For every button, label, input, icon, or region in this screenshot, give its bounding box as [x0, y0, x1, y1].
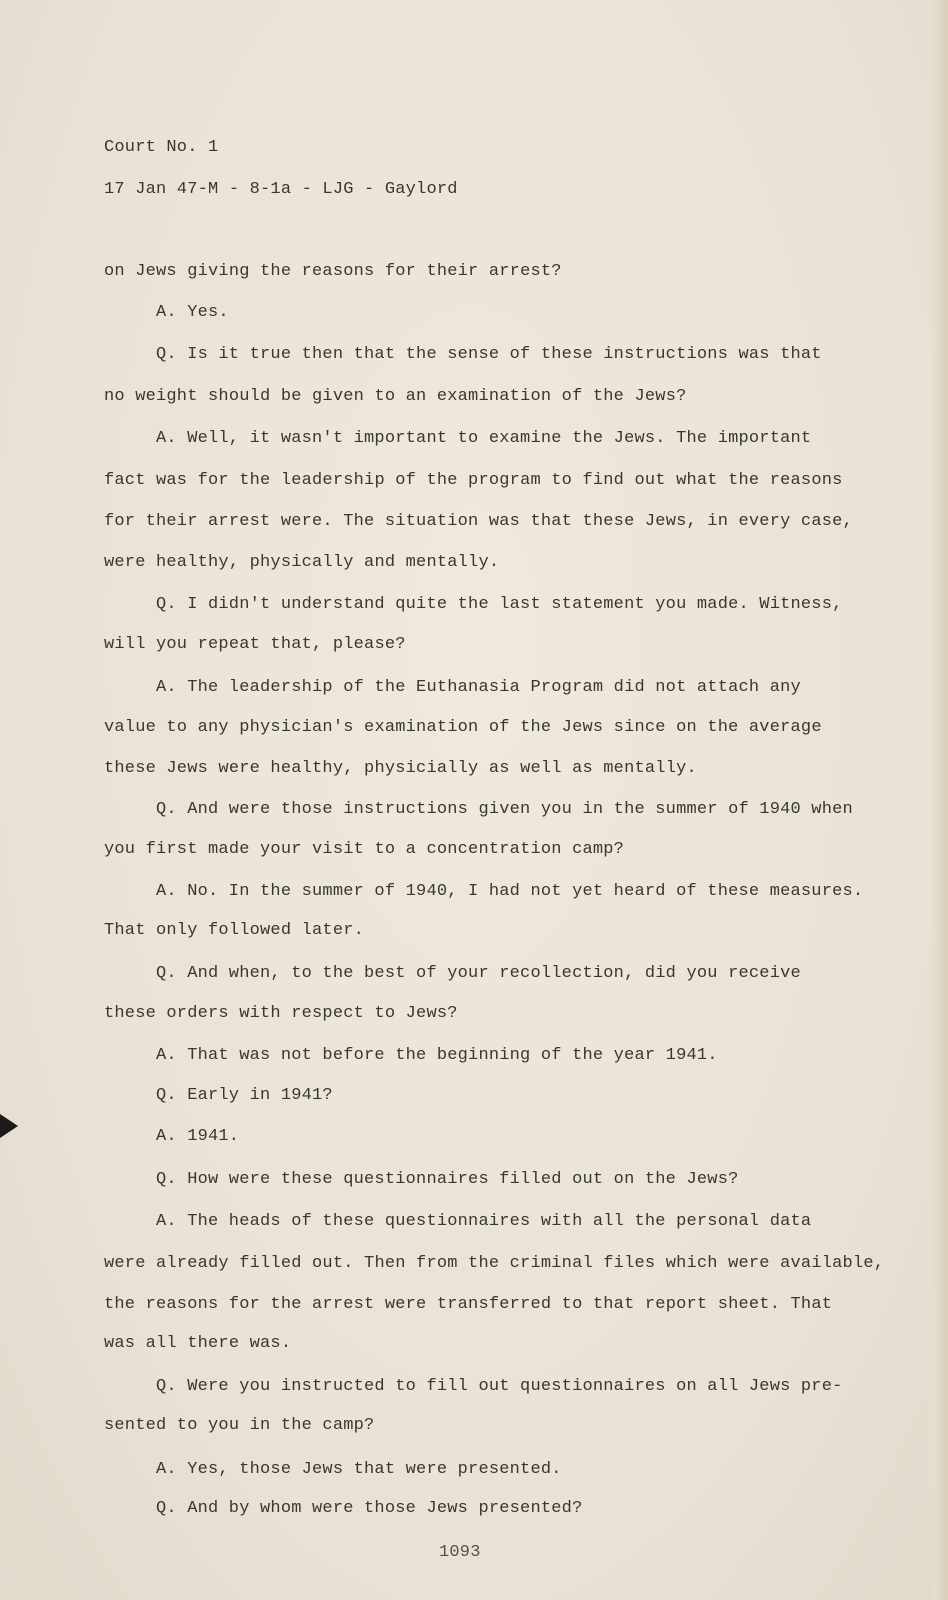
- transcript-line: Q. How were these questionnaires filled out on the Jews?: [156, 1170, 739, 1189]
- transcript-line: will you repeat that, please?: [104, 635, 406, 654]
- transcript-line: on Jews giving the reasons for their arrest?: [104, 262, 562, 281]
- transcript-line: value to any physician's examination of the Jews since on the average: [104, 718, 822, 737]
- transcript-line: were healthy, physically and mentally.: [104, 553, 500, 572]
- transcript-line: these orders with respect to Jews?: [104, 1004, 458, 1023]
- transcript-line: Q. I didn't understand quite the last statement you made. Witness,: [156, 595, 843, 614]
- transcript-line: A. Yes, those Jews that were presented.: [156, 1460, 562, 1479]
- transcript-line: That only followed later.: [104, 921, 365, 940]
- transcript-line: were already filled out. Then from the criminal files which were available,: [104, 1254, 885, 1273]
- transcript-line: Q. And when, to the best of your recollection, did you receive: [156, 964, 801, 983]
- page-number: 1093: [439, 1543, 481, 1562]
- transcript-line: Q. And were those instructions given you in the summer of 1940 when: [156, 800, 853, 819]
- transcript-line: the reasons for the arrest were transferred to that report sheet. That: [104, 1295, 833, 1314]
- transcript-line: sented to you in the camp?: [104, 1416, 375, 1435]
- transcript-line: Q. Were you instructed to fill out questionnaires on all Jews pre-: [156, 1377, 843, 1396]
- transcript-line: A. Well, it wasn't important to examine the Jews. The important: [156, 429, 812, 448]
- transcript-line: A. The heads of these questionnaires with all the personal data: [156, 1212, 812, 1231]
- transcript-line: A. No. In the summer of 1940, I had not yet heard of these measures.: [156, 882, 864, 901]
- transcript-line: A. The leadership of the Euthanasia Program did not attach any: [156, 678, 801, 697]
- transcript-reference: 17 Jan 47-M - 8-1a - LJG - Gaylord: [104, 180, 458, 199]
- transcript-line: was all there was.: [104, 1334, 292, 1353]
- page-edge: [932, 0, 948, 1600]
- transcript-line: Q. And by whom were those Jews presented?: [156, 1499, 583, 1518]
- court-number: Court No. 1: [104, 138, 219, 157]
- transcript-line: these Jews were healthy, physicially as well as mentally.: [104, 759, 697, 778]
- transcript-line: A. 1941.: [156, 1127, 240, 1146]
- transcript-line: Q. Is it true then that the sense of these instructions was that: [156, 345, 822, 364]
- binding-clip-mark: [0, 1114, 18, 1138]
- transcript-line: Q. Early in 1941?: [156, 1086, 333, 1105]
- transcript-line: for their arrest were. The situation was that these Jews, in every case,: [104, 512, 853, 531]
- transcript-line: no weight should be given to an examination of the Jews?: [104, 387, 687, 406]
- transcript-line: fact was for the leadership of the program to find out what the reasons: [104, 471, 843, 490]
- transcript-line: you first made your visit to a concentration camp?: [104, 840, 625, 859]
- transcript-line: A. Yes.: [156, 303, 229, 322]
- transcript-line: A. That was not before the beginning of the year 1941.: [156, 1046, 718, 1065]
